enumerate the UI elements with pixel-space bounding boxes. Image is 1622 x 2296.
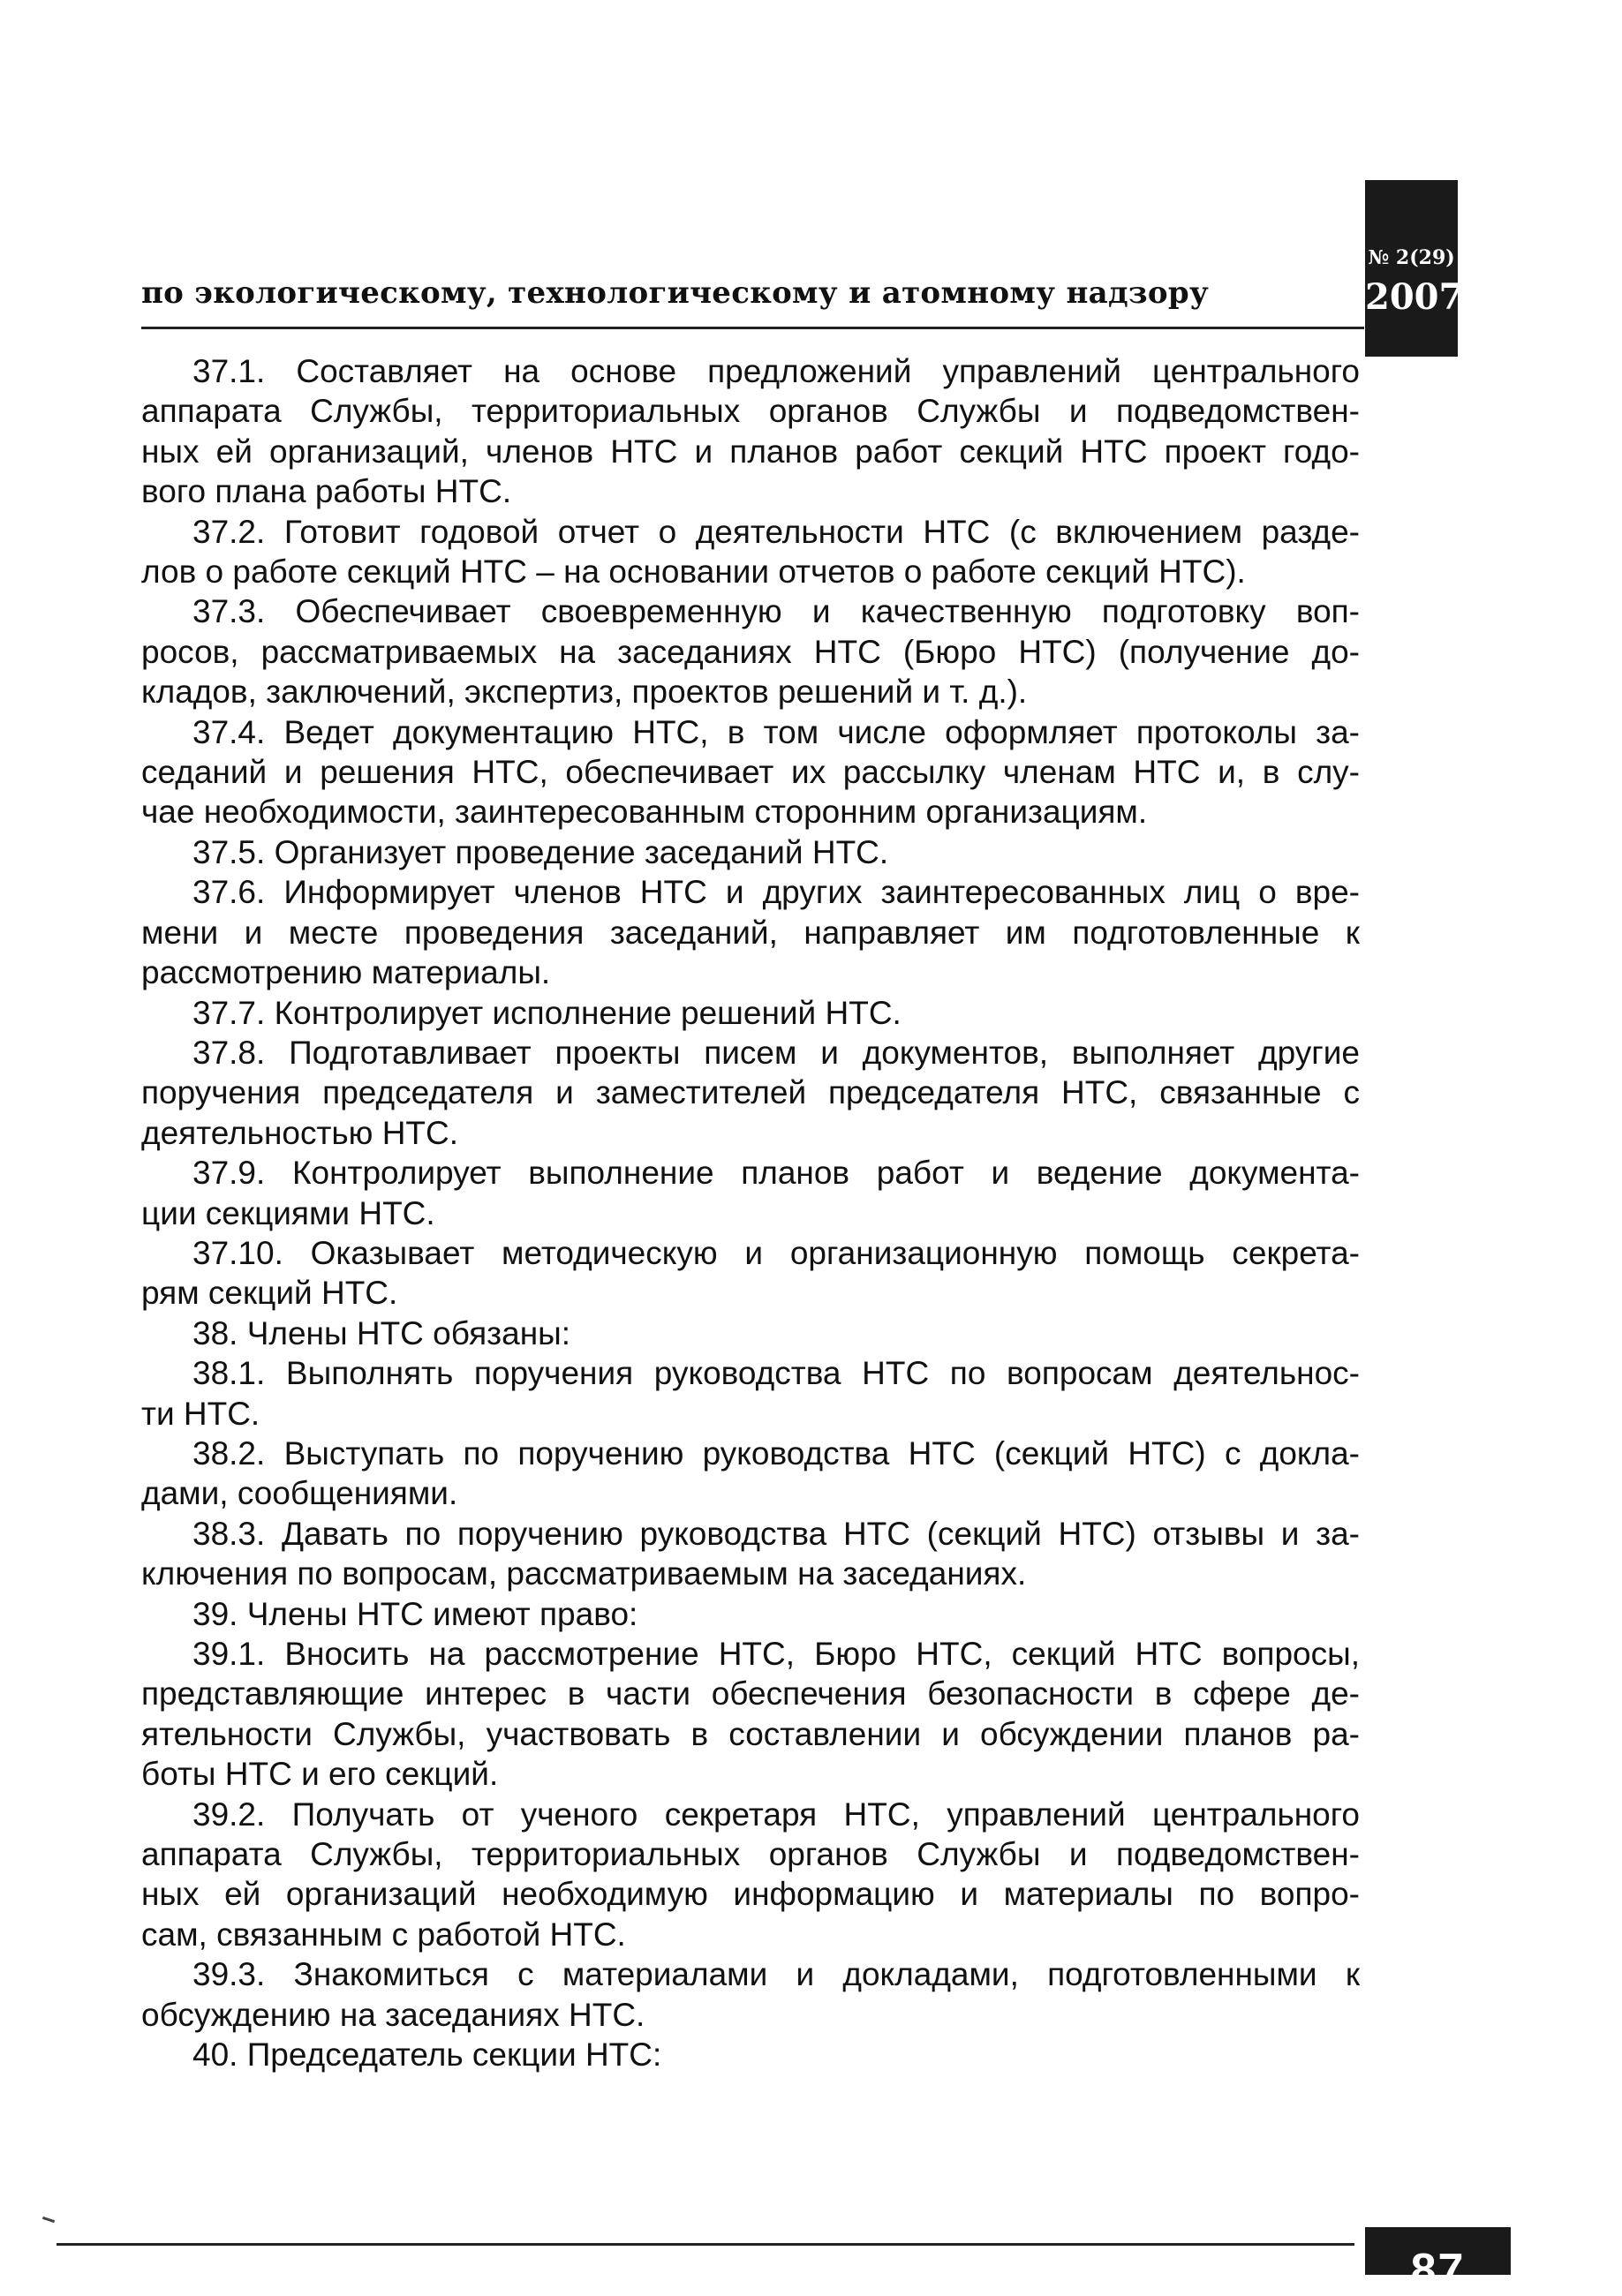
issue-year: 2007 bbox=[1365, 276, 1464, 318]
issue-tab bbox=[1365, 180, 1464, 357]
text-line: 37.8. Подготавливает проекты писем и документов, выполняет другие bbox=[192, 1034, 1360, 1071]
text-line: 39. Члены НТС имеют право: bbox=[192, 1595, 638, 1632]
text-line: ных ей организаций необходимую информацию и материалы по вопро- bbox=[141, 1876, 1360, 1913]
text-line: дами, сообщениями. bbox=[141, 1475, 458, 1512]
text-line: ключения по вопросам, рассматриваемым на заседаниях. bbox=[141, 1555, 1027, 1592]
text-line: мени и месте проведения заседаний, направляет им подготовленные к bbox=[141, 914, 1360, 951]
text-line: вого плана работы НТС. bbox=[141, 473, 512, 510]
text-line: седаний и решения НТС, обеспечивает их рассылку членам НТС и, в слу- bbox=[141, 754, 1360, 791]
text-line: 39.3. Знакомиться с материалами и докладами, подготовленными к bbox=[192, 1956, 1360, 1993]
page-number: 87 bbox=[1410, 2245, 1466, 2296]
text-line: аппарата Службы, территориальных органов Службы и подведомствен- bbox=[141, 393, 1360, 430]
text-line: боты НТС и его секций. bbox=[141, 1756, 499, 1793]
text-line: 37.4. Ведет документацию НТС, в том числе оформляет протоколы за- bbox=[192, 713, 1360, 750]
text-line: 37.5. Организует проведение заседаний НТС. bbox=[192, 833, 889, 870]
running-header-title: по экологическому, технологическому и атомному надзору bbox=[141, 275, 1210, 311]
text-line: кладов, заключений, экспертиз, проектов решений и т. д.). bbox=[141, 674, 1028, 711]
text-line: обсуждению на заседаниях НТС. bbox=[141, 1996, 645, 2033]
text-line: ятельности Службы, участвовать в составлении и обсуждении планов ра- bbox=[141, 1715, 1360, 1752]
issue-number: № 2(29) bbox=[1368, 246, 1455, 269]
text-line: 37.3. Обеспечивает своевременную и качественную подготовку воп- bbox=[192, 593, 1360, 630]
text-line: 37.2. Готовит годовой отчет о деятельности НТС (с включением разде- bbox=[192, 513, 1360, 550]
text-line: сам, связанным с работой НТС. bbox=[141, 1916, 626, 1953]
text-line: 38.1. Выполнять поручения руководства НТС по вопросам деятельнос- bbox=[192, 1355, 1360, 1392]
text-line: рям секций НТС. bbox=[141, 1275, 398, 1312]
text-line: аппарата Службы, территориальных органов Службы и подведомствен- bbox=[141, 1836, 1360, 1873]
text-line: 40. Председатель секции НТС: bbox=[192, 2036, 662, 2074]
text-line: 39.2. Получать от ученого секретаря НТС, управлений центрального bbox=[192, 1795, 1360, 1833]
text-line: 37.7. Контролирует исполнение решений НТС. bbox=[192, 994, 902, 1031]
text-line: поручения председателя и заместителей председателя НТС, связанные с bbox=[141, 1074, 1360, 1111]
text-line: 38. Члены НТС обязаны: bbox=[192, 1314, 571, 1351]
text-line: лов о работе секций НТС – на основании отчетов о работе секций НТС). bbox=[141, 553, 1246, 591]
body-text bbox=[141, 351, 1360, 2074]
text-line: 37.10. Оказывает методическую и организационную помощь секрета- bbox=[192, 1234, 1360, 1271]
text-line: представляющие интерес в части обеспечения безопасности в сфере де- bbox=[141, 1675, 1360, 1713]
text-line: ных ей организаций, членов НТС и планов работ секций НТС проект годо- bbox=[141, 433, 1360, 470]
text-line: 37.1. Составляет на основе предложений управлений центрального bbox=[192, 353, 1360, 389]
text-line: 38.2. Выступать по поручению руководства НТС (секций НТС) с докла- bbox=[192, 1434, 1360, 1472]
text-line: ти НТС. bbox=[141, 1395, 260, 1432]
header-rule bbox=[141, 327, 1364, 329]
footer-rule bbox=[57, 2243, 1354, 2246]
text-line: 37.6. Информирует членов НТС и других заинтересованных лиц о вре- bbox=[192, 874, 1360, 911]
text-line: чае необходимости, заинтересованным сторонним организациям. bbox=[141, 794, 1148, 831]
text-line: росов, рассматриваемых на заседаниях НТС (Бюро НТС) (получение до- bbox=[141, 633, 1360, 670]
text-line: ции секциями НТС. bbox=[141, 1194, 435, 1231]
text-line: 37.9. Контролирует выполнение планов работ и ведение документа- bbox=[192, 1155, 1360, 1192]
text-line: 39.1. Вносить на рассмотрение НТС, Бюро НТС, секций НТС вопросы, bbox=[192, 1636, 1360, 1672]
footer-mark bbox=[42, 2217, 55, 2223]
text-line: рассмотрению материалы. bbox=[141, 954, 551, 991]
text-line: 38.3. Давать по поручению руководства НТС (секций НТС) отзывы и за- bbox=[192, 1515, 1360, 1552]
text-line: деятельностью НТС. bbox=[141, 1114, 459, 1151]
